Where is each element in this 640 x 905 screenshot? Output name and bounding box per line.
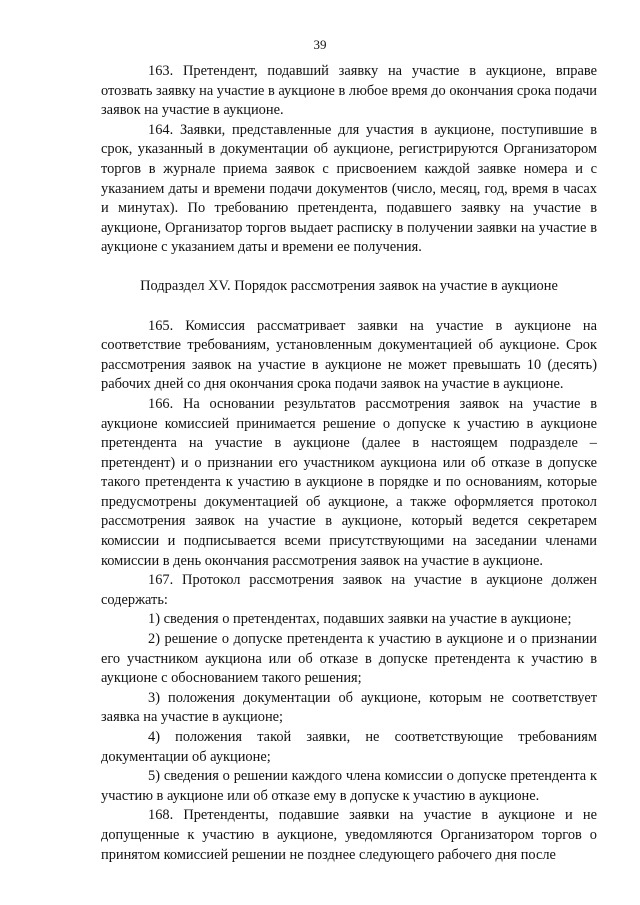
paragraph-164: 164. Заявки, представленные для участия в аукционе, поступившие в срок, указанный в документации об аукционе, регистрируются Организатором торгов в журнале приема заявок с присвоением каждой заявке номера и с указанием даты и времени подачи документов (число, месяц, год, время в часах и минутах). По требованию претендента, подавшего заявку на участие в аукционе, Организатор торгов выдает расписку в получении заявки на участие в аукционе с указанием даты и времени ее получения. [101, 121, 597, 256]
paragraph-167: 167. Протокол рассмотрения заявок на участие в аукционе должен содержать: [101, 572, 597, 608]
list-item-3: 3) положения документации об аукционе, которым не соответствует заявка на участие в аукционе; [101, 689, 597, 726]
page-number: 39 [313, 37, 327, 52]
list-item-1: 1) сведения о претендентах, подавших заявки на участие в аукционе; [148, 611, 572, 628]
list-item-2: 2) решение о допуске претендента к участию в аукционе и о признании его участником аукциона или об отказе в допуске претендента к участию в аукционе с обоснованием такого решения; [101, 631, 597, 687]
document-body [101, 62, 597, 865]
list-item-5: 5) сведения о решении каждого члена комиссии о допуске претендента к участию в аукционе или об отказе ему в допуске к участию в аукционе. [101, 768, 597, 804]
paragraph-166: 166. На основании результатов рассмотрения заявок на участие в аукционе комиссией принимается решение о допуске к участию в аукционе претендента на участие в аукционе (далее в настоящем подразделе – претендент) и о признании его участником аукциона или об отказе в допуске такого претендента к участию в аукционе в порядке и по основаниям, которые предусмотрены документацией об аукционе, а также оформляется протокол рассмотрения заявок на участие в аукционе, который ведется секретарем комиссии и подписывается всеми присутствующими на заседании членами комиссии в день окончания рассмотрения заявок на участие в аукционе. [101, 395, 597, 569]
section-heading: Подраздел XV. Порядок рассмотрения заявок на участие в аукционе [140, 277, 558, 294]
paragraph-168: 168. Претенденты, подавшие заявки на участие в аукционе и не допущенные к участию в аукционе, уведомляются Организатором торгов о принятом комиссией решении не позднее следующего рабочего дня после [101, 807, 597, 863]
paragraph-165: 165. Комиссия рассматривает заявки на участие в аукционе на соответствие требованиям, установленным документацией об аукционе. Срок рассмотрения заявок на участие в аукционе не может превышать 10 (десять) рабочих дней со дня окончания срока подачи заявок на участие в аукционе. [101, 317, 597, 393]
list-item-4: 4) положения такой заявки, не соответствующие требованиям документации об аукционе; [101, 729, 597, 765]
paragraph-163: 163. Претендент, подавший заявку на участие в аукционе, вправе отозвать заявку на участие в аукционе в любое время до окончания срока подачи заявок на участие в аукционе. [101, 63, 598, 119]
